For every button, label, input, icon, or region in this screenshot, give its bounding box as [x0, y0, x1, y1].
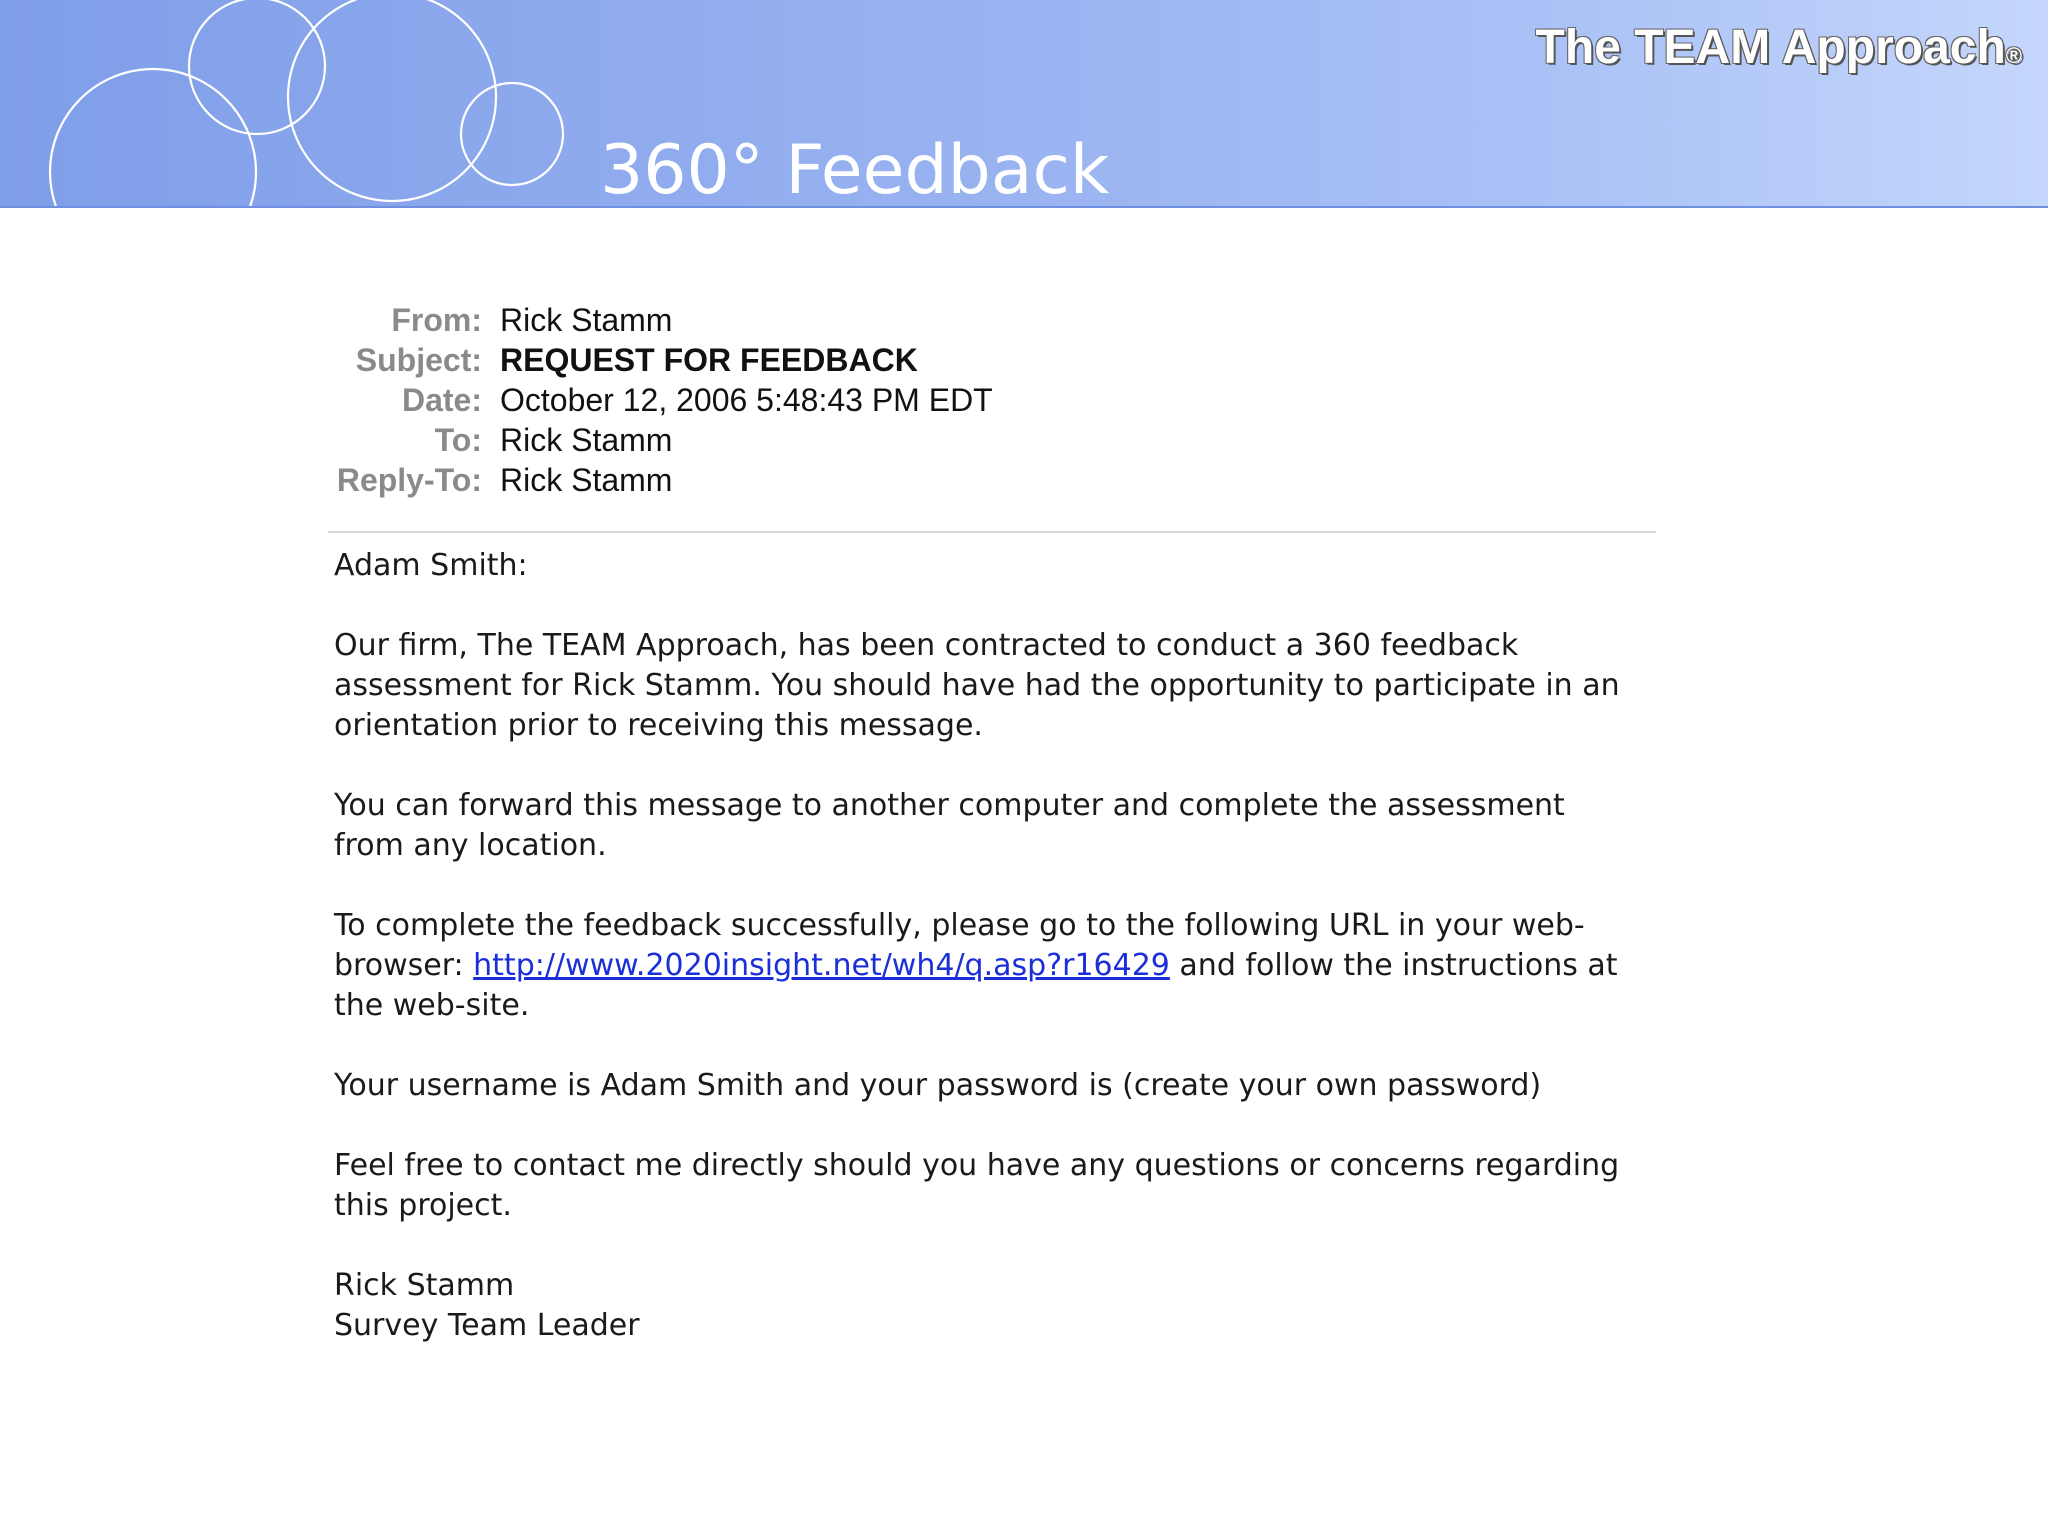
header-value: October 12, 2006 5:48:43 PM EDT [500, 381, 993, 418]
header-value: REQUEST FOR FEEDBACK [500, 341, 918, 378]
header-label: To: [434, 421, 482, 458]
signature [334, 1266, 1634, 1346]
signature-name: Rick Stamm [334, 1268, 515, 1303]
header-value: Rick Stamm [500, 421, 673, 458]
greeting: Adam Smith: [334, 548, 528, 583]
bubble-large [50, 69, 256, 206]
email-headers [330, 300, 993, 500]
decorative-circles [0, 0, 700, 206]
url-lead-text: To complete the feedback successfully, please go to the following URL in your web-browser: [334, 908, 1585, 983]
registered-mark: ® [2005, 43, 2022, 68]
header-row-from [330, 300, 993, 340]
header-row-reply-to [330, 460, 993, 500]
header-value: Rick Stamm [500, 301, 673, 338]
brand-name: The TEAM Approach [1535, 21, 2006, 74]
bubble-center [288, 0, 496, 201]
header-row-to [330, 420, 993, 460]
body-paragraph: Your username is Adam Smith and your password is (create your own password) [334, 1068, 1542, 1103]
body-paragraph-url [334, 906, 1634, 1026]
body-paragraph: Feel free to contact me directly should you have any questions or concerns regarding this project. [334, 1148, 1620, 1223]
header-label: Date: [401, 381, 482, 418]
brand-logo [1536, 20, 2022, 75]
signature-title: Survey Team Leader [334, 1308, 640, 1343]
body-paragraph: Our firm, The TEAM Approach, has been contracted to conduct a 360 feedback assessment for Rick Stamm. You should have had the opportunity to participate in an orientation prior to receiving this message. [334, 628, 1620, 743]
assessment-link[interactable]: http://www.2020insight.net/wh4/q.asp?r16429 [473, 948, 1170, 983]
slide-title: 360° Feedback [600, 131, 1110, 208]
header-label: Reply-To: [336, 461, 482, 498]
body-paragraph: You can forward this message to another computer and complete the assessment from any location. [334, 788, 1565, 863]
header-label: From: [391, 301, 482, 338]
header-row-date [330, 380, 993, 420]
header-row-subject [330, 340, 993, 380]
header-value: Rick Stamm [500, 461, 673, 498]
email-body [334, 546, 1634, 1346]
bubble-small [461, 83, 563, 185]
header-banner [0, 0, 2048, 208]
bubble-top-left [189, 0, 325, 134]
url-trail-text: and follow the instructions at the web-site. [334, 948, 1618, 1023]
header-divider [328, 531, 1656, 533]
header-label: Subject: [355, 341, 482, 378]
